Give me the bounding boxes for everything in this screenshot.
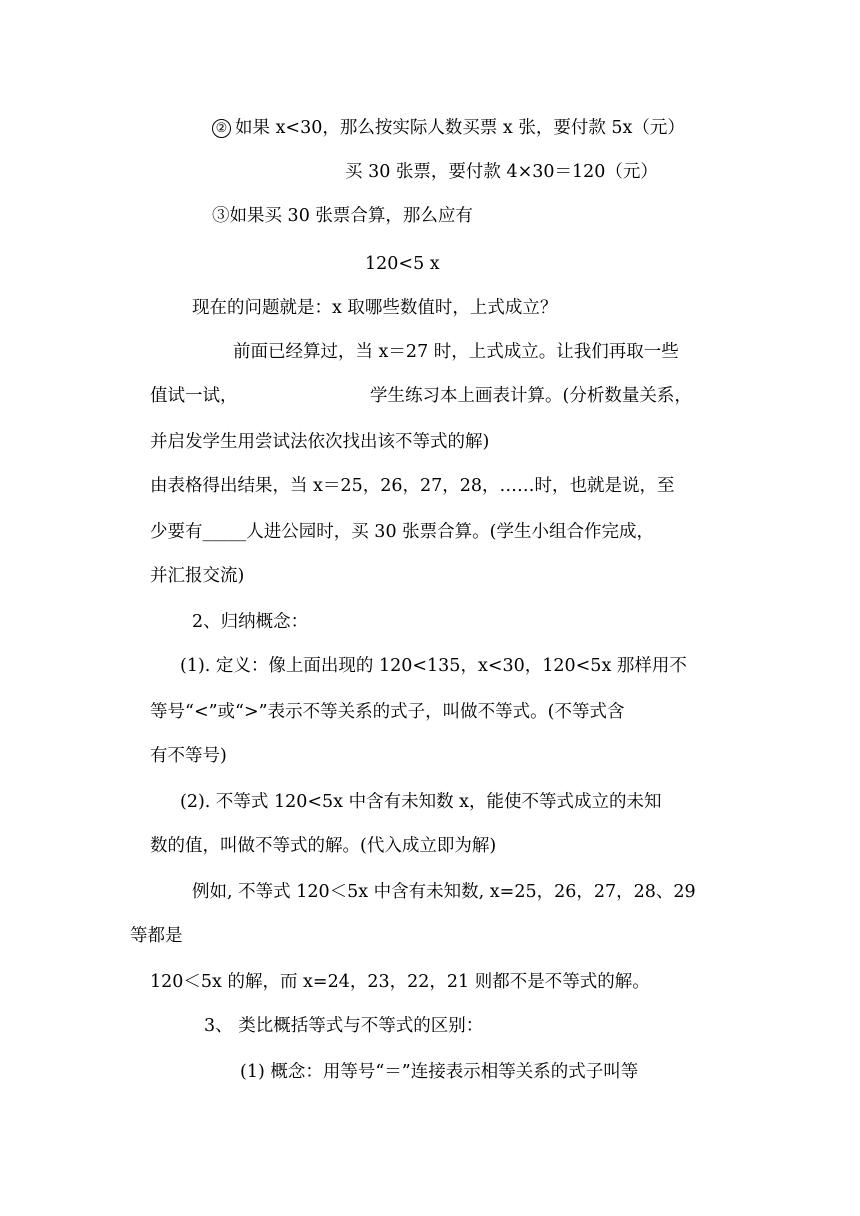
text-line: 现在的问题就是：x 取哪些数值时，上式成立？: [192, 298, 558, 318]
text-line: 有不等号): [150, 746, 227, 766]
text-line: 前面已经算过，当 x＝27 时，上式成立。让我们再取一些: [233, 342, 679, 362]
text-line: 由表格得出结果，当 x＝25，26，27，28，……时，也就是说，至: [150, 476, 675, 496]
text-line: (2). 不等式 120<5x 中含有未知数 x，能使不等式成立的未知: [180, 792, 662, 812]
text-line: 并启发学生用尝试法依次找出该不等式的解): [150, 432, 490, 452]
text-line: 等号“<”或“>”表示不等关系的式子，叫做不等式。(不等式含: [150, 702, 625, 722]
text-line: 买 30 张票，要付款 4×30＝120（元）: [345, 162, 658, 182]
text-line: 120<5 x: [365, 254, 440, 274]
text-line: 学生练习本上画表计算。(分析数量关系，: [370, 386, 692, 406]
text-line: 并汇报交流): [150, 566, 245, 586]
circled-number-two: ②: [212, 119, 231, 138]
text-line: 120＜5x 的解，而 x=24，23，22，21 则都不是不等式的解。: [150, 972, 650, 992]
text-line: 等都是: [130, 926, 183, 946]
text-line: 数的值，叫做不等式的解。(代入成立即为解): [150, 836, 497, 856]
text-line: (1) 概念：用等号“＝”连接表示相等关系的式子叫等: [240, 1062, 639, 1082]
section-heading: 2、归纳概念：: [192, 612, 309, 632]
text-line: [212, 118, 685, 138]
text-line: 值试一试，: [150, 386, 238, 406]
text-line: 少要有_____人进公园时，买 30 张票合算。(学生小组合作完成，: [150, 522, 654, 542]
text-line: 例如, 不等式 120＜5x 中含有未知数, x=25，26，27，28、29: [192, 882, 696, 902]
section-heading: 3、 类比概括等式与不等式的区别：: [204, 1016, 484, 1036]
text-line: (1). 定义：像上面出现的 120<135，x<30，120<5x 那样用不: [180, 656, 687, 676]
text-span: 如果 x<30，那么按实际人数买票 x 张，要付款 5x（元）: [235, 118, 685, 138]
text-line: ③如果买 30 张票合算，那么应有: [212, 206, 473, 226]
